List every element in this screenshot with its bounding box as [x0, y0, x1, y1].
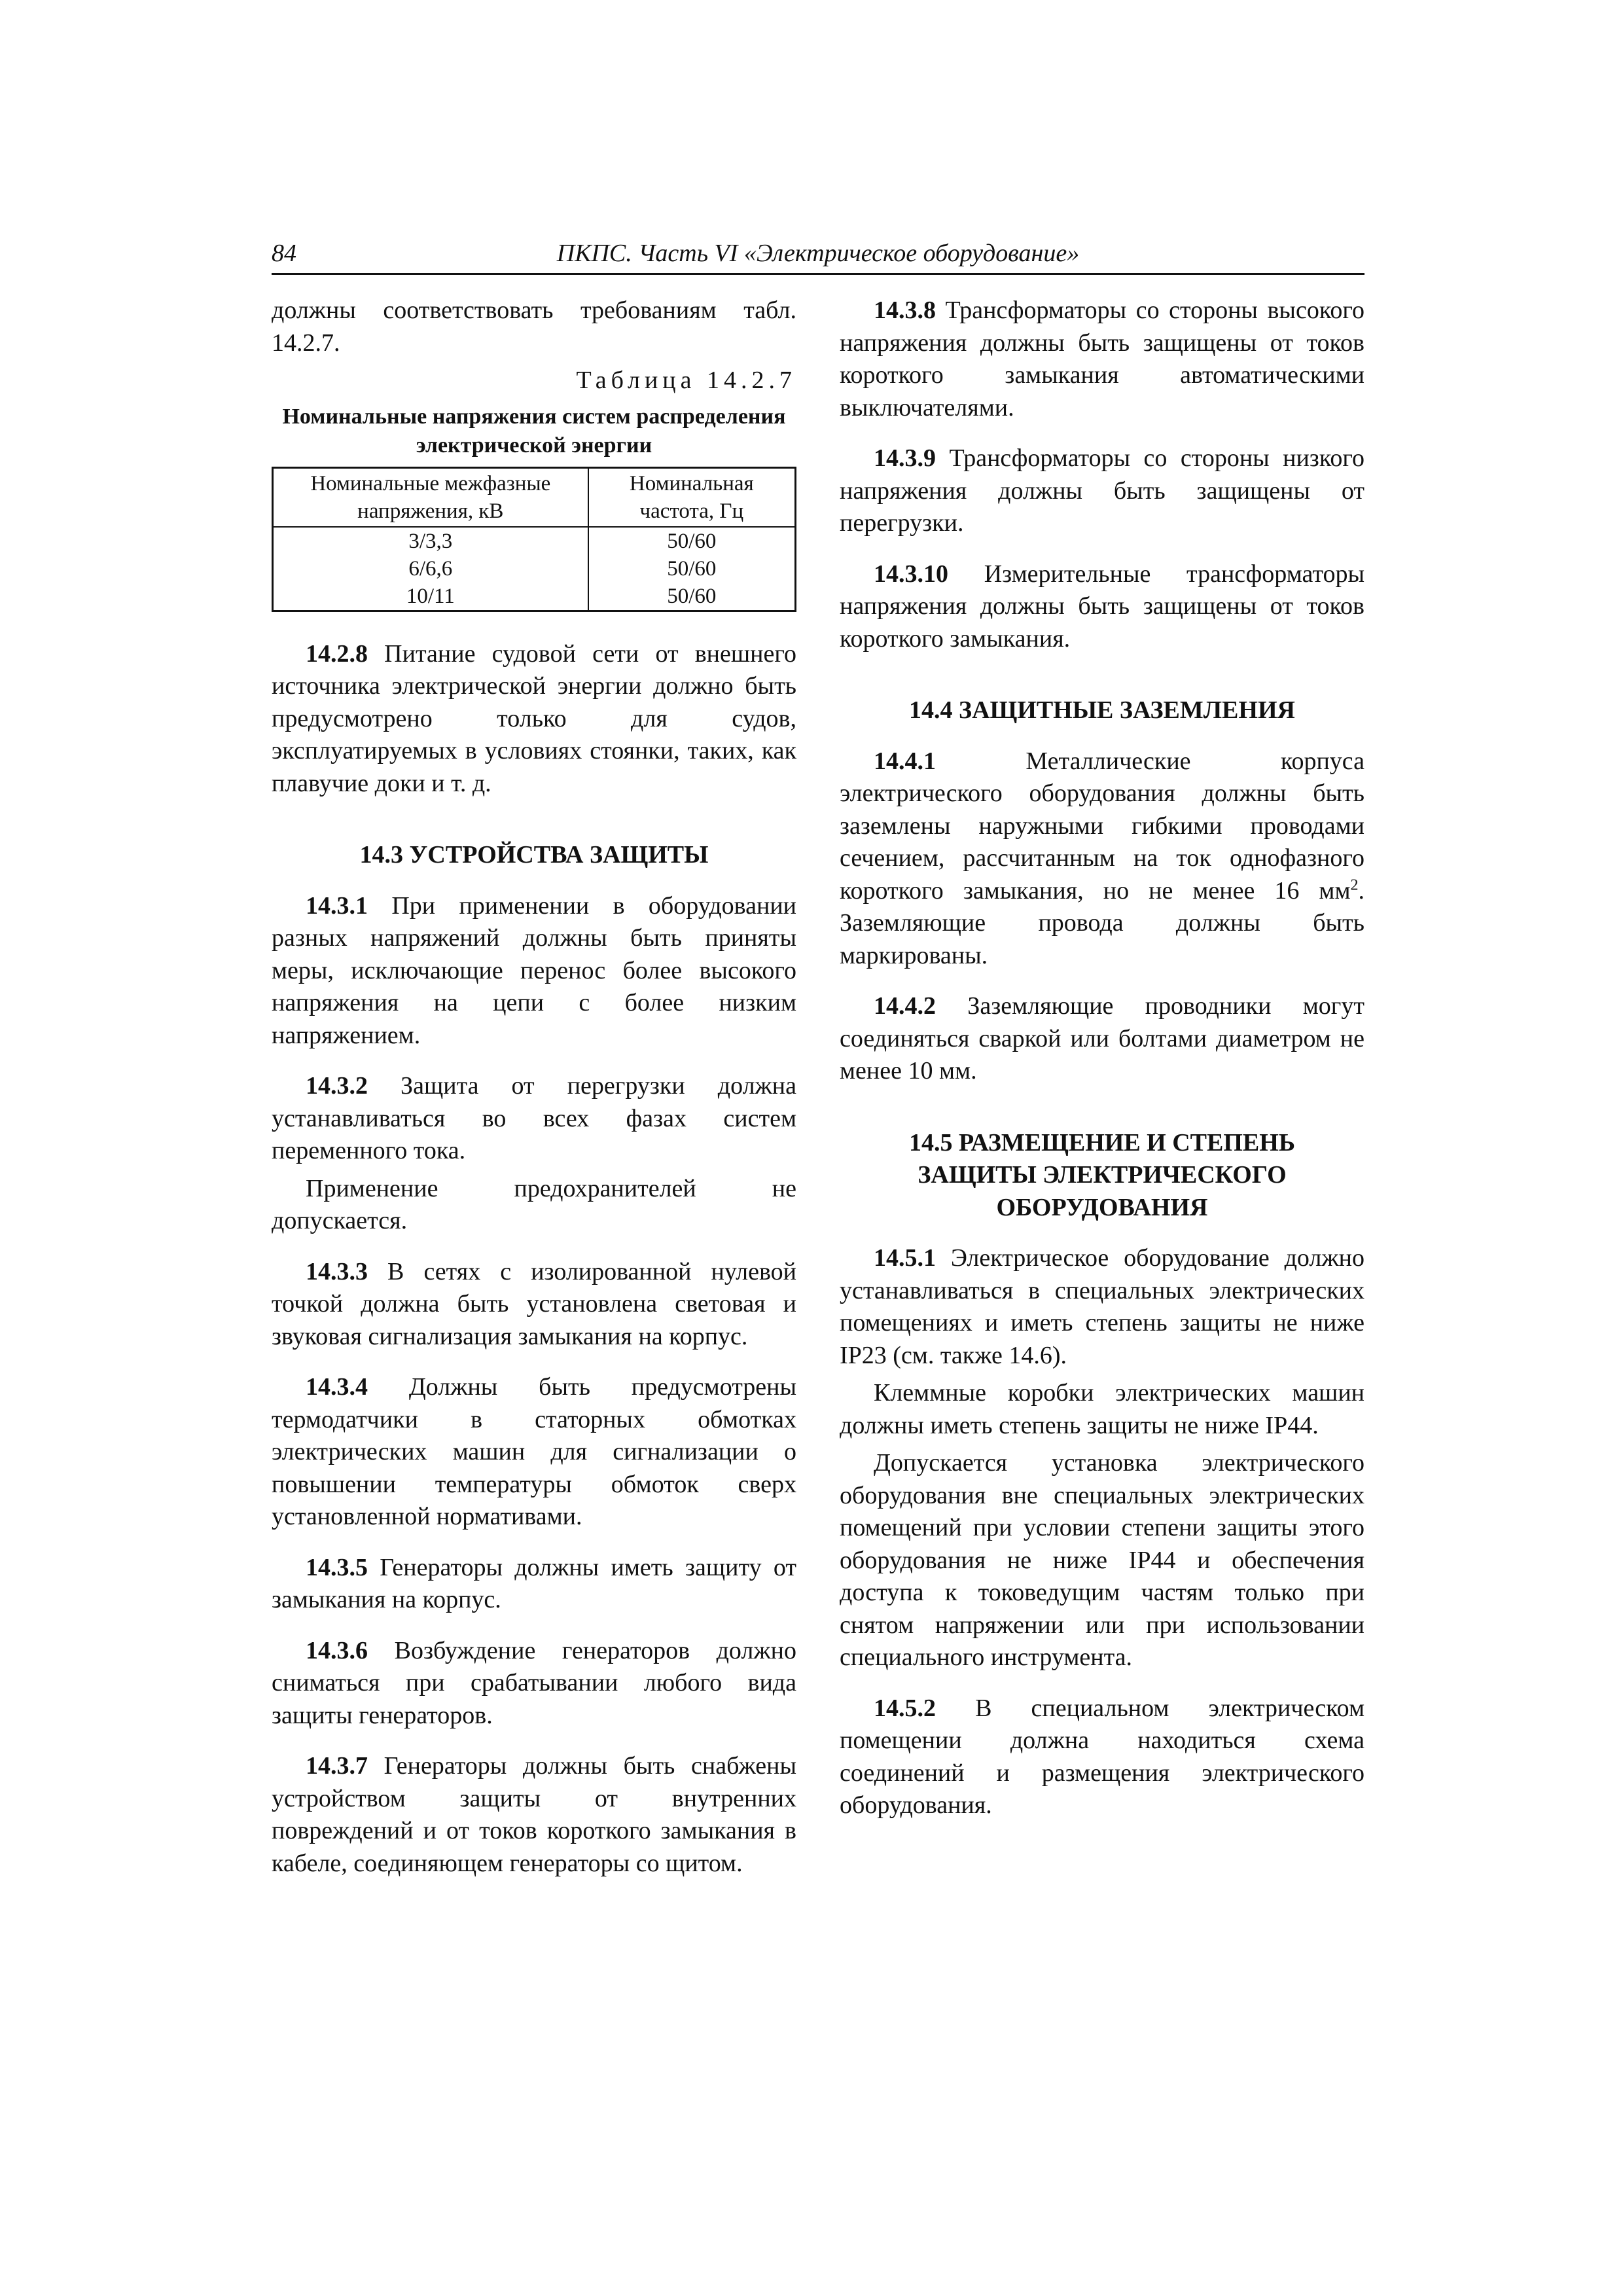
clause-number: 14.3.4: [306, 1373, 368, 1401]
table-cell: 10/11: [273, 583, 588, 611]
clause-14-3-5: [272, 1552, 796, 1617]
table-cell: 3/3,3: [273, 527, 588, 555]
clause-14-3-2-continued: Применение предохранителей не допускается.: [272, 1174, 796, 1234]
clause-text: Должны быть предусмотрены термодатчики в статорных обмотках электрических машин для сигнализации о повышении температуры обмоток сверх установленной нормативами.: [272, 1373, 796, 1530]
section-heading-14-5: [840, 1127, 1364, 1225]
table-cell: 50/60: [588, 527, 796, 555]
clause-14-5-1-outside-installation: Допускается установка электрического оборудования вне специальных электрических помещений при условии степени защиты этого оборудования не ниже IP44 и обеспечения доступа к токоведущим частям только при снятом напряжении или при использовании специального инструмента.: [840, 1449, 1364, 1671]
clause-number: 14.3.10: [874, 560, 948, 588]
left-column: [272, 295, 796, 1898]
running-title: ПКПС. Часть VI «Электрическое оборудование»: [556, 240, 1080, 267]
clause-text: В сетях с изолированной нулевой точкой должна быть установлена световая и звуковая сигнализация замыкания на корпус.: [272, 1257, 796, 1350]
section-heading-line: ЗАЩИТЫ ЭЛЕКТРИЧЕСКОГО: [918, 1161, 1287, 1189]
clause-text: Питание судовой сети от внешнего источника электрической энергии должно быть предусмотрено только для судов, эксплуатируемых в условиях стоянки, таких, как плавучие доки и т. д.: [272, 639, 796, 797]
clause-14-2-8: [272, 638, 796, 800]
clause-number: 14.5.1: [874, 1244, 936, 1272]
clause-14-3-3: [272, 1256, 796, 1354]
section-heading-14-3: 14.3 УСТРОЙСТВА ЗАЩИТЫ: [359, 841, 709, 869]
clause-number: 14.3.1: [306, 891, 368, 920]
clause-number: 14.3.7: [306, 1752, 368, 1780]
clause-text: Возбуждение генераторов должно сниматься при срабатывании любого вида защиты генераторов.: [272, 1636, 796, 1729]
clause-14-5-2: [840, 1693, 1364, 1822]
table-header-cell: Номинальные межфазные напряжения, кВ: [273, 467, 588, 527]
intro-paragraph: должны соответствовать требованиям табл. 14.2.7.: [272, 296, 796, 357]
table-header-cell: Номинальная частота, Гц: [588, 467, 796, 527]
clause-number: 14.3.3: [306, 1257, 368, 1285]
clause-text: Заземляющие проводники могут соединяться сваркой или болтами диаметром не менее 10 мм.: [840, 992, 1364, 1085]
clause-14-3-1: [272, 890, 796, 1052]
clause-14-3-10: [840, 558, 1364, 656]
clause-text: Генераторы должны иметь защиту от замыкания на корпус.: [272, 1553, 796, 1613]
clause-text: Электрическое оборудование должно устанавливаться в специальных электрических помещениях и иметь степень защиты не ниже IP23 (см. также 14.6).: [840, 1244, 1364, 1369]
clause-number: 14.3.8: [874, 296, 936, 324]
clause-text-continued: . Заземляющие провода должны быть маркированы.: [840, 876, 1364, 969]
clause-14-5-1-terminal-boxes: Клеммные коробки электрических машин должны иметь степень защиты не ниже IP44.: [840, 1379, 1364, 1439]
clause-text: Металлические корпуса электрического оборудования должны быть заземлены наружными гибкими проводами сечением, рассчитанным на ток однофазного короткого замыкания, но не менее 16 мм: [840, 747, 1364, 905]
table-row: [273, 583, 796, 611]
clause-text: Генераторы должны быть снабжены устройством защиты от внутренних повреждений и от токов короткого замыкания в кабеле, соединяющем генераторы со щитом.: [272, 1752, 796, 1877]
clause-number: 14.4.1: [874, 747, 936, 775]
voltage-table: [272, 467, 796, 612]
table-row: [273, 555, 796, 583]
table-cell: 50/60: [588, 583, 796, 611]
clause-14-4-1: [840, 745, 1364, 973]
section-heading-line: 14.5 РАЗМЕЩЕНИЕ И СТЕПЕНЬ: [909, 1128, 1295, 1157]
clause-number: 14.3.6: [306, 1636, 368, 1664]
clause-14-3-7: [272, 1750, 796, 1880]
clause-14-3-8: [840, 295, 1364, 424]
clause-number: 14.2.8: [306, 639, 368, 668]
table-row: [273, 527, 796, 555]
clause-text: Измерительные трансформаторы напряжения должны быть защищены от токов короткого замыкания.: [840, 560, 1364, 653]
table-title: Номинальные напряжения систем распределения электрической энергии: [282, 404, 786, 457]
clause-number: 14.3.9: [874, 444, 936, 472]
page-number: 84: [272, 240, 296, 267]
clause-number: 14.5.2: [874, 1694, 936, 1722]
clause-14-4-2: [840, 990, 1364, 1088]
clause-14-3-6: [272, 1635, 796, 1732]
table-label: Таблица 14.2.7: [576, 367, 796, 394]
clause-14-5-1: [840, 1242, 1364, 1372]
clause-14-3-2: [272, 1070, 796, 1168]
clause-text: Трансформаторы со стороны высокого напряжения должны быть защищены от токов короткого замыкания автоматическими выключателями.: [840, 296, 1364, 422]
clause-text: При применении в оборудовании разных напряжений должны быть приняты меры, исключающие перенос более высокого напряжения на цепи с более низким напряжением.: [272, 891, 796, 1049]
table-cell: 6/6,6: [273, 555, 588, 583]
clause-number: 14.3.2: [306, 1072, 368, 1100]
clause-number: 14.4.2: [874, 992, 936, 1020]
right-column: [840, 295, 1364, 1840]
clause-text: Защита от перегрузки должна устанавливаться во всех фазах систем переменного тока.: [272, 1072, 796, 1164]
clause-number: 14.3.5: [306, 1553, 368, 1581]
clause-text: В специальном электрическом помещении должна находиться схема соединений и размещения электрического оборудования.: [840, 1694, 1364, 1819]
clause-14-3-4: [272, 1371, 796, 1534]
section-heading-14-4: 14.4 ЗАЩИТНЫЕ ЗАЗЕМЛЕНИЯ: [909, 696, 1295, 724]
table-header-row: [273, 467, 796, 527]
clause-14-3-9: [840, 442, 1364, 540]
clause-text: Трансформаторы со стороны низкого напряжения должны быть защищены от перегрузки.: [840, 444, 1364, 537]
superscript: 2: [1350, 876, 1359, 893]
page-header: [272, 239, 1364, 275]
section-heading-line: ОБОРУДОВАНИЯ: [996, 1193, 1208, 1221]
table-cell: 50/60: [588, 555, 796, 583]
